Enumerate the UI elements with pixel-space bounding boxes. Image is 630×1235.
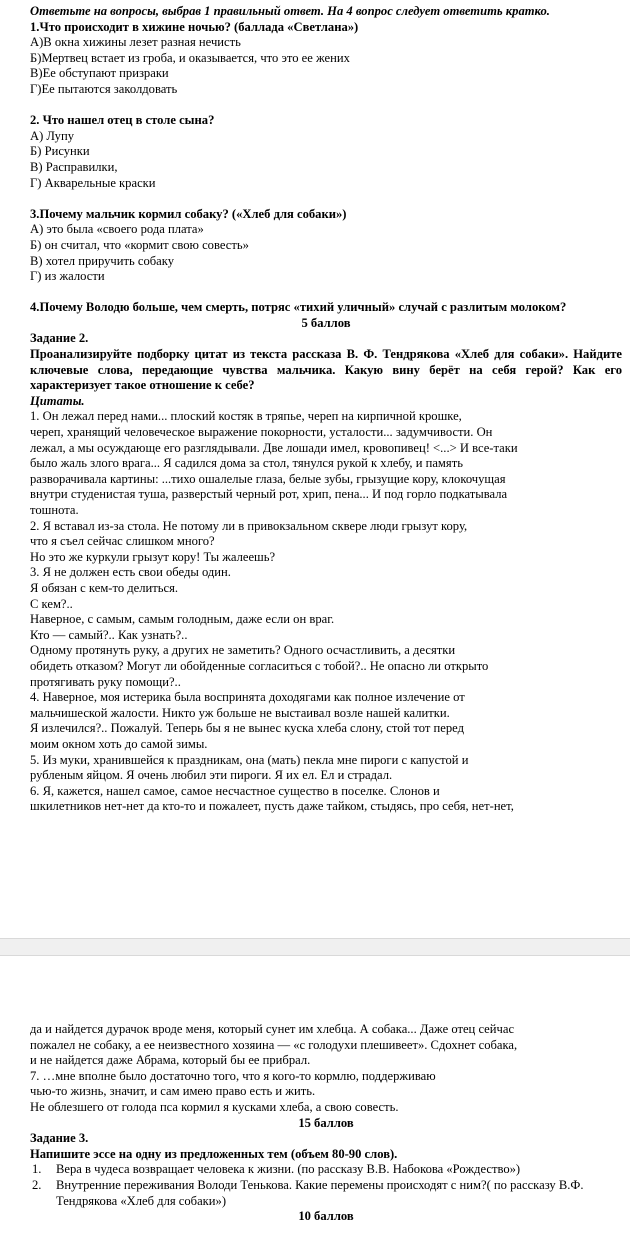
quote-line: обидеть отказом? Могут ли обойденные согласиться с тобой?.. Не опасно ли открыто	[30, 658, 489, 673]
q2-option-c: В) Расправилки,	[30, 159, 118, 174]
quote-line: мальчишеской жалости. Никто уж больше не выстаивал возле нашей калитки.	[30, 705, 450, 720]
quote-line: Я излечился?.. Пожалуй. Теперь бы я не вынес куска хлеба слону, стой тот перед	[30, 721, 464, 736]
task-2-title: Задание 2.	[30, 331, 89, 346]
quote-line: 1. Он лежал перед нами... плоский костяк в тряпье, череп на кирпичной крошке,	[30, 409, 462, 424]
list-item	[30, 1162, 622, 1178]
task-3-title: Задание 3.	[30, 1131, 89, 1146]
quotes-block-2	[30, 1022, 622, 1116]
quote-line: Но это же куркули грызут кору! Ты жалеешь?	[30, 549, 276, 564]
quote-line: Одному протянуть руку, а других не заметить? Одного осчастливить, а десятки	[30, 643, 456, 658]
document-page-2	[0, 1022, 630, 1225]
question-4: 4.Почему Володю больше, чем смерть, потряс «тихий уличный» случай с разлитым молоком?	[30, 300, 567, 315]
q2-option-d: Г) Акварельные краски	[30, 175, 156, 190]
quote-line: моим окном хоть до самой зимы.	[30, 736, 208, 751]
question-1: 1.Что происходит в хижине ночью? (баллада «Светлана»)	[30, 19, 359, 34]
quote-line: череп, хранящий человеческое выражение покорности, усталости... задумчивости. Он	[30, 425, 493, 440]
task-2-instruction: Проанализируйте подборку цитат из текста рассказа В. Ф. Тендрякова «Хлеб для собаки». Найдите ключевые слова, передающие чувства мальчика. Какую вину берёт на себя герой? Как его характеризует такое отношение к себе?	[30, 347, 622, 393]
task-3-instruction: Напишите эссе на одну из предложенных тем (объем 80-90 слов).	[30, 1146, 398, 1161]
quote-line: 6. Я, кажется, нашел самое, самое несчастное существо в поселке. Слонов и	[30, 783, 440, 798]
quote-line: 7. …мне вполне было достаточно того, что я кого-то кормлю, поддерживаю	[30, 1068, 436, 1083]
quote-line: Кто — самый?.. Как узнать?..	[30, 627, 188, 642]
q1-option-c: В)Ее обступают призраки	[30, 66, 169, 81]
quote-line: пожалел не собаку, а ее неизвестного хозяина — «с голодухи плешивеет». Сдохнет собака,	[30, 1037, 518, 1052]
points-task-3: 10 баллов	[298, 1209, 354, 1224]
quote-line: 2. Я вставал из-за стола. Не потому ли в привокзальном сквере люди грызут кору,	[30, 518, 468, 533]
quote-line: протягивать руку помощи?..	[30, 674, 181, 689]
essay-topic: Внутренние переживания Володи Тенькова. Какие перемены происходят с ним?( по рассказу В.Ф. Тендрякова «Хлеб для собаки»)	[56, 1177, 584, 1208]
q1-option-a: А)В окна хижины лезет разная нечисть	[30, 35, 241, 50]
quote-line: Не облезшего от голода пса кормил я кусками хлеба, а свою совесть.	[30, 1099, 399, 1114]
quotes-label: Цитаты.	[30, 393, 85, 408]
quote-line: 4. Наверное, моя истерика была воспринята доходягами как полное излечение от	[30, 690, 465, 705]
essay-topics	[30, 1162, 622, 1209]
points-q-section: 5 баллов	[301, 315, 351, 330]
list-number: 2.	[32, 1177, 42, 1192]
q1-option-b: Б)Мертвец встает из гроба, и оказывается, что это ее жених	[30, 50, 350, 65]
quote-line: внутри студенистая туша, разверстый черный рот, хрип, пена... И под горло подкатывала	[30, 487, 508, 502]
quote-line: и не найдется даже Абрама, который бы ее прибрал.	[30, 1053, 311, 1068]
points-task-2: 15 баллов	[298, 1115, 354, 1130]
quote-line: тошнота.	[30, 503, 79, 517]
quote-line: Я обязан с кем-то делиться.	[30, 580, 179, 595]
quote-line: 5. Из муки, хранившейся к праздникам, она (мать) пекла мне пироги с капустой и	[30, 752, 469, 767]
quote-line: лежал, а мы осуждающе его разглядывали. Две лошади имел, кровопивец! <...> И все-таки	[30, 440, 518, 455]
q3-option-c: В) хотел приручить собаку	[30, 253, 175, 268]
q1-option-d: Г)Ее пытаются заколдовать	[30, 81, 178, 96]
quote-line: 3. Я не должен есть свои обеды один.	[30, 565, 231, 580]
quote-line: Наверное, с самым, самым голодным, даже если он враг.	[30, 612, 335, 627]
list-item	[30, 1178, 622, 1209]
q3-option-a: А) это была «своего рода плата»	[30, 222, 204, 237]
quotes-block-1	[30, 409, 622, 814]
q2-option-a: А) Лупу	[30, 128, 74, 143]
quote-line: было жаль злого врага... Я садился дома за стол, тянулся рукой к хлебу, и память	[30, 456, 463, 471]
q3-option-d: Г) из жалости	[30, 269, 105, 284]
quote-line: чью-то жизнь, значит, и сам имею право есть и жить.	[30, 1084, 316, 1099]
essay-topic: Вера в чудеса возвращает человека к жизни. (по рассказу В.В. Набокова «Рождество»)	[56, 1162, 521, 1177]
quote-line: рубленым яйцом. Я очень любил эти пироги. Я их ел. Ел и страдал.	[30, 768, 393, 783]
page-break	[0, 938, 630, 956]
quote-line: да и найдется дурачок вроде меня, который сунет им хлебца. А собака... Даже отец сейчас	[30, 1022, 515, 1036]
quote-line: что я съел сейчас слишком много?	[30, 534, 215, 549]
quote-line: шкилетников нет-нет да кто-то и пожалеет, пусть даже тайком, стыдясь, про себя, нет-нет,	[30, 799, 514, 814]
list-number: 1.	[32, 1162, 42, 1177]
q3-option-b: Б) он считал, что «кормит свою совесть»	[30, 237, 249, 252]
q2-option-b: Б) Рисунки	[30, 144, 90, 159]
quote-line: С кем?..	[30, 596, 73, 611]
quote-line: разворачивала картины: ...тихо ошалелые глаза, белые зубы, грызущие кору, клокочущая	[30, 471, 506, 486]
question-3: 3.Почему мальчик кормил собаку? («Хлеб для собаки»)	[30, 206, 347, 221]
instructions: Ответьте на вопросы, выбрав 1 правильный ответ. На 4 вопрос следует ответить кратко.	[30, 4, 550, 18]
question-2: 2. Что нашел отец в столе сына?	[30, 113, 215, 128]
